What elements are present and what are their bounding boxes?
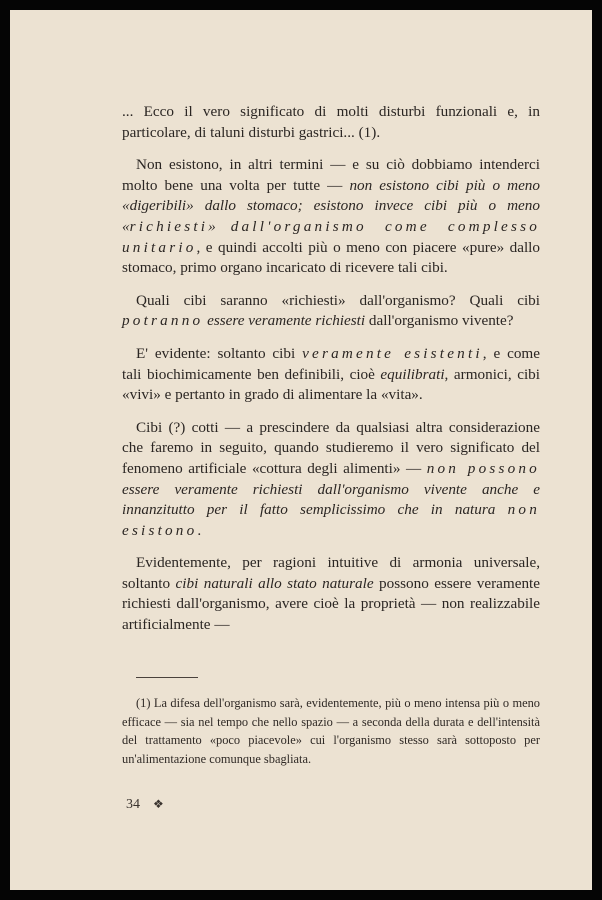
paragraph-1-text: ... Ecco il vero significato di molti disturbi funzionali e, in particolare, di taluni disturbi gastrici... (1). [122,103,540,141]
paragraph-4 [122,344,540,406]
paragraph-3-text-d: dall'organismo vivente? [365,312,514,330]
paragraph-4-text-c: , e come tali biochimicamente ben definibili, cioè [122,344,540,383]
paragraph-4-text-a: E' evidente: soltanto cibi [136,344,303,362]
paragraph-4-spaced-veramente: veramente esistenti [302,344,483,362]
paragraph-5-spaced-non-esistono: non esistono [122,501,540,539]
footnote-rule [136,677,198,678]
paragraph-6-text-c: possono essere veramente richiesti dall'organismo, avere cioè la proprietà — non realizzabile artificialmente — [122,574,541,634]
paragraph-2 [122,155,540,279]
paragraph-2-text-a: Non esistono, in altri termini — e su ciò dobbiamo intenderci molto bene una volta per tutte — [122,156,540,194]
paragraph-5-spaced-non-possono: non possono [426,459,540,477]
paragraph-4-text-d: equilibrati [380,365,445,383]
paragraph-6 [122,553,540,635]
paragraph-4-text-e: , armonici, cibi «vivi» e pertanto in grado di alimentare la «vita». [122,365,540,404]
paragraph-5-text-e: . [197,521,202,539]
paragraph-3 [122,291,540,332]
paragraph-2-spaced-organismo: dall'organismo come complesso unitario [122,217,541,256]
paragraph-3-spaced-potranno: potranno [122,312,204,330]
book-page [10,10,592,890]
paragraph-2-spaced-richiesti: richiesti [129,217,209,235]
paragraph-2-text-d: » [208,217,231,235]
page-number: 34 [126,797,140,812]
footnote: (1) La difesa dell'organismo sarà, evidentemente, più o meno intensa più o meno efficace — sia nel tempo che nello spazio — a seconda della durata e dell'intensità del trattamento «poco piacevole» cui l'organismo stesso sarà sottoposto per un'alimentazione comunque sbagliata. [122,696,540,766]
paragraph-5 [122,418,540,542]
paragraph-6-text-b: cibi naturali allo stato naturale [175,574,374,592]
ornament-icon: ❖ [153,797,164,811]
paragraph-2-text-b: non esistono cibi più o meno «digeribili» dallo stomaco; esistono invece cibi più o meno « [122,176,540,235]
paragraph-1 [122,102,540,143]
paragraph-3-text-a: Quali cibi saranno «richiesti» dall'organismo? Quali cibi [136,291,540,309]
paragraph-5-text-a: Cibi (?) cotti — a prescindere da qualsiasi altra considerazione che faremo in seguito, quando studieremo il vero significato del fenomeno artificiale «cottura degli alimenti» — [122,418,540,477]
paragraph-6-text-a: Evidentemente, per ragioni intuitive di armonia universale, soltanto [122,554,540,592]
paragraph-5-text-c: essere veramente richiesti dall'organismo vivente anche e innanzitutto per il fatto semplicissimo che in natura [122,480,540,519]
paragraph-2-text-f: , e quindi accolti più o meno con piacere «pure» dallo stomaco, primo organo incaricato di ricevere tali cibi. [122,238,540,277]
paragraph-3-text-c: essere veramente richiesti [203,312,366,330]
body-text [122,102,540,648]
